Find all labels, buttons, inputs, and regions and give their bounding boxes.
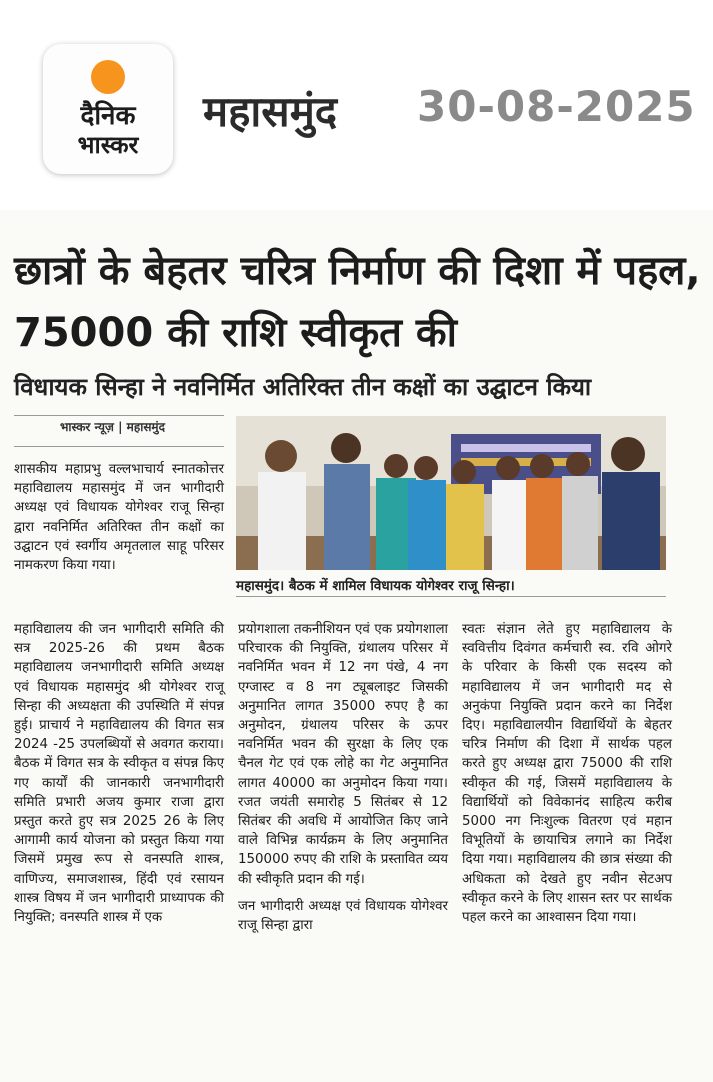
dainik-bhaskar-logo — [43, 44, 173, 174]
photo-caption: महासमुंद। बैठक में शामिल विधायक योगेश्वर राजू सिन्हा। — [236, 578, 515, 594]
byline: भास्कर न्यूज़ | महासमुंद — [60, 420, 165, 434]
event-photo — [236, 416, 666, 570]
logo-line1: दैनिक — [80, 101, 136, 131]
subheadline: विधायक सिन्हा ने नवनिर्मित अतिरिक्त तीन कक्षों का उद्घाटन किया — [14, 373, 592, 401]
column-2-text-b: जन भागीदारी अध्यक्ष एवं विधायक योगेश्वर राजू सिन्हा द्वारा — [238, 898, 448, 934]
divider — [14, 446, 224, 447]
news-article — [0, 210, 713, 1082]
column-1-text: महाविद्यालय की जन भागीदारी समिति की सत्र 2025-26 की प्रथम बैठक महाविद्यालय जनभागीदारी समिति अध्यक्ष एवं विधायक महासमुंद श्री योगेश्वर राजू सिन्हा की अध्यक्षता की उपस्थिति में संपन्न हुई। प्राचार्य ने महाविद्यालय की विगत सत्र 2024 -25 उपलब्धियों से अवगत कराया। बैठक में विगत सत्र के स्वीकृत व संपन्न किए गए कार्यों की जानकारी जनभागीदारी समिति प्रभारी अजय कुमार राजा द्वारा प्रस्तुत करते हुए सत्र 2025 26 के लिए आगामी कार्य योजना को प्रस्तुत किया गया जिसमें प्रमुख रूप से वनस्पति शास्त्र, वाणिज्य, समाजशास्त्र, हिंदी एवं रसायन शास्त्र विषय में जन भागीदारी प्राध्यापक की नियुक्ति; वनस्पति शास्त्र में एक — [14, 622, 224, 926]
column-3-text: स्वतः संज्ञान लेते हुए महाविद्यालय के स्ववित्तीय दिवंगत कर्मचारी स्व. रवि ओगरे के परिवार के किसी एक सदस्य को महाविद्यालय में जन भागीदारी मद से अनुकंपा नियुक्ति प्रदान करने का निर्देश दिए। महाविद्यालयीन विद्यार्थियों के बेहतर चरित्र निर्माण की दिशा में सार्थक पहल करते हुए अध्यक्ष द्वारा 75000 की राशि स्वीकृत की गई, जिसमें महाविद्यालय के विद्यार्थियों को विवेकानंद साहित्य करीब 5000 नग निःशुल्क वितरण एवं महान विभूतियों के छायाचित्र लगाने का निर्देश दिया गया। महाविद्यालय की छात्र संख्या की अधिकता को देखते हुए नवीन सेटअप स्वीकृत करने के लिए शासन स्तर पर सार्थक पहल करने का आश्वासन दिया गया। — [462, 622, 672, 926]
sun-icon — [91, 60, 125, 94]
logo-line2: भास्कर — [77, 131, 139, 159]
divider — [14, 415, 224, 416]
event-photo-illustration — [236, 416, 666, 570]
intro-paragraph — [14, 460, 224, 575]
article-column-3 — [462, 620, 672, 927]
edition-date: 30-08-2025 — [417, 82, 696, 131]
intro-text: शासकीय महाप्रभु वल्लभाचार्य स्नातकोत्तर महाविद्यालय महासमुंद में जन भागीदारी अध्यक्ष एवं विधायक योगेश्वर राजू सिन्हा द्वारा नवनिर्मित अतिरिक्त तीन कक्षों का उद्घाटन एवं स्वर्गीय अमृतलाल साहू परिसर नामकरण किया गया। — [14, 462, 224, 574]
page-header — [0, 0, 713, 210]
city-name: महासमुंद — [203, 87, 338, 136]
article-column-1 — [14, 620, 224, 927]
headline: छात्रों के बेहतर चरित्र निर्माण की दिशा में पहल, 75000 की राशि स्वीकृत की — [14, 248, 701, 356]
column-2-text: प्रयोगशाला तकनीशियन एवं एक प्रयोगशाला परिचारक की नियुक्ति, ग्रंथालय परिसर में नवनिर्मित भवन में 12 नग पंखे, 4 नग एग्जास्ट व 8 नग ट्यूबलाइट जिसकी अनुमानित लागत 35000 रुपए है का अनुमोदन, ग्रंथालय परिसर के ऊपर नवनिर्मित भवन की सुरक्षा के लिए एक चैनल गेट एवं एक लोहे का गेट अनुमानित लागत 40000 का अनुमोदन किया गया। रजत जयंती समारोह 5 सितंबर से 12 सितंबर की अवधि में आयोजित किए जाने वाले विभिन्न कार्यक्रम के लिए अनुमानित 150000 रुपए की राशि के प्रस्तावित व्यय की स्वीकृति प्रदान की गई। — [238, 622, 448, 887]
article-column-2 — [238, 620, 448, 935]
divider — [236, 596, 666, 597]
